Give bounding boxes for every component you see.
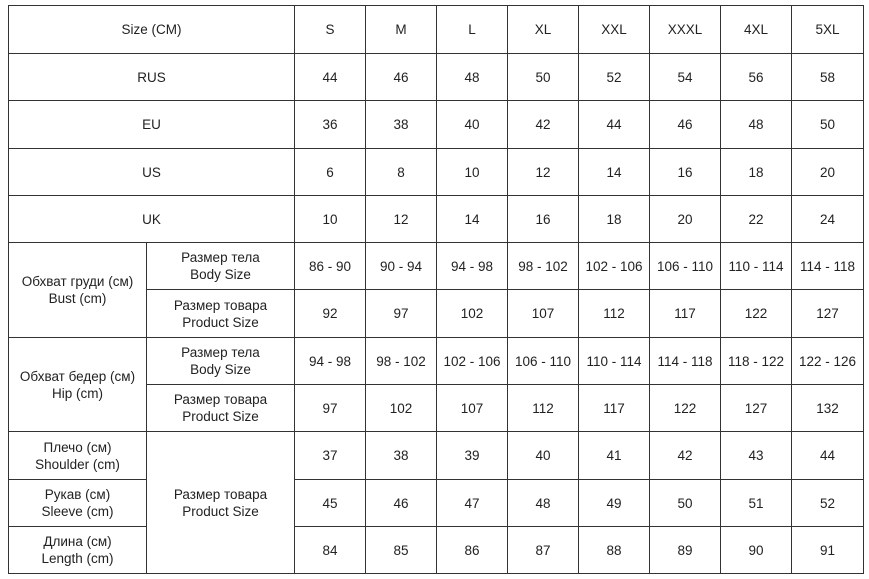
conversion-row-rus <box>9 54 864 101</box>
product-size-label <box>147 385 295 432</box>
shoulder-row <box>9 432 864 480</box>
table-cell: 102 <box>366 385 437 432</box>
product-size-label <box>147 290 295 338</box>
table-cell: 42 <box>508 101 579 149</box>
table-cell: 102 <box>437 290 508 338</box>
size-header-cell: XL <box>508 6 579 54</box>
hip-label <box>9 338 147 432</box>
table-cell: 122 <box>721 290 792 338</box>
body-size-label <box>147 243 295 290</box>
sleeve-row <box>9 480 864 527</box>
table-cell: 40 <box>437 101 508 149</box>
table-cell: 45 <box>295 480 366 527</box>
header-row <box>9 6 864 54</box>
table-cell: 16 <box>650 149 721 196</box>
length-row <box>9 527 864 574</box>
table-cell: 40 <box>508 432 579 480</box>
bust-body-row <box>9 243 864 290</box>
table-cell: 86 <box>437 527 508 574</box>
table-cell: 18 <box>721 149 792 196</box>
table-cell: 107 <box>437 385 508 432</box>
table-cell: 12 <box>366 196 437 243</box>
table-cell: 122 - 126 <box>792 338 864 385</box>
table-cell: 107 <box>508 290 579 338</box>
table-cell: 92 <box>295 290 366 338</box>
conversion-label: EU <box>9 101 295 149</box>
table-cell: 38 <box>366 101 437 149</box>
table-cell: 14 <box>579 149 650 196</box>
table-cell: 52 <box>792 480 864 527</box>
table-cell: 10 <box>295 196 366 243</box>
table-cell: 50 <box>792 101 864 149</box>
table-cell: 38 <box>366 432 437 480</box>
table-cell: 132 <box>792 385 864 432</box>
product-size-label-en: Product Size <box>182 314 259 330</box>
table-cell: 44 <box>579 101 650 149</box>
bust-label-ru: Обхват груди (см) <box>21 274 134 289</box>
conversion-row-eu <box>9 101 864 149</box>
table-cell: 88 <box>579 527 650 574</box>
table-cell: 117 <box>650 290 721 338</box>
table-cell: 18 <box>579 196 650 243</box>
size-chart-table <box>8 5 864 574</box>
shoulder-label-en: Shoulder (cm) <box>35 456 120 472</box>
size-header-cell: XXXL <box>650 6 721 54</box>
table-cell: 98 - 102 <box>366 338 437 385</box>
table-cell: 97 <box>366 290 437 338</box>
table-cell: 20 <box>792 149 864 196</box>
table-cell: 89 <box>650 527 721 574</box>
table-cell: 110 - 114 <box>721 243 792 290</box>
table-cell: 122 <box>650 385 721 432</box>
table-cell: 117 <box>579 385 650 432</box>
table-cell: 51 <box>721 480 792 527</box>
table-cell: 127 <box>792 290 864 338</box>
table-cell: 87 <box>508 527 579 574</box>
length-label <box>9 527 147 574</box>
hip-label-ru: Обхват бедер (см) <box>19 368 136 384</box>
conversion-label: US <box>9 149 295 196</box>
table-cell: 50 <box>650 480 721 527</box>
product-size-label-en: Product Size <box>182 503 259 519</box>
table-cell: 102 - 106 <box>579 243 650 290</box>
table-cell: 106 - 110 <box>650 243 721 290</box>
table-cell: 85 <box>366 527 437 574</box>
size-header-cell: S <box>295 6 366 54</box>
table-cell: 98 - 102 <box>508 243 579 290</box>
table-cell: 14 <box>437 196 508 243</box>
table-cell: 48 <box>721 101 792 149</box>
table-cell: 54 <box>650 54 721 101</box>
bust-label-en: Bust (cm) <box>48 291 107 306</box>
table-cell: 6 <box>295 149 366 196</box>
size-header-cell: XXL <box>579 6 650 54</box>
table-cell: 52 <box>579 54 650 101</box>
hip-label-en: Hip (cm) <box>52 385 103 401</box>
table-cell: 46 <box>366 480 437 527</box>
table-cell: 20 <box>650 196 721 243</box>
size-header-label: Size (CM) <box>9 6 295 54</box>
table-cell: 8 <box>366 149 437 196</box>
table-cell: 47 <box>437 480 508 527</box>
table-cell: 118 - 122 <box>721 338 792 385</box>
table-cell: 49 <box>579 480 650 527</box>
conversion-row-us <box>9 149 864 196</box>
conversion-label: RUS <box>9 54 295 101</box>
table-cell: 22 <box>721 196 792 243</box>
table-cell: 16 <box>508 196 579 243</box>
table-cell: 50 <box>508 54 579 101</box>
shoulder-label-ru: Плечо (см) <box>43 439 112 455</box>
table-cell: 102 - 106 <box>437 338 508 385</box>
body-size-label-ru: Размер тела <box>181 250 260 265</box>
body-size-label-ru: Размер тела <box>181 345 260 360</box>
size-header-cell: 5XL <box>792 6 864 54</box>
size-header-cell: M <box>366 6 437 54</box>
table-cell: 106 - 110 <box>508 338 579 385</box>
table-cell: 36 <box>295 101 366 149</box>
table-cell: 24 <box>792 196 864 243</box>
product-size-label-ru: Размер товара <box>173 392 268 407</box>
table-cell: 94 - 98 <box>295 338 366 385</box>
length-label-ru: Длина (см) <box>43 534 112 549</box>
body-size-label <box>147 338 295 385</box>
conversion-label: UK <box>9 196 295 243</box>
table-cell: 46 <box>366 54 437 101</box>
sleeve-label <box>9 480 147 527</box>
body-size-label-en: Body Size <box>190 267 251 282</box>
table-cell: 46 <box>650 101 721 149</box>
table-cell: 90 <box>721 527 792 574</box>
table-cell: 43 <box>721 432 792 480</box>
conversion-row-uk <box>9 196 864 243</box>
table-cell: 112 <box>508 385 579 432</box>
table-cell: 10 <box>437 149 508 196</box>
sleeve-label-en: Sleeve (cm) <box>41 504 114 519</box>
body-size-label-en: Body Size <box>190 362 251 377</box>
table-cell: 12 <box>508 149 579 196</box>
bust-label <box>9 243 147 338</box>
table-cell: 58 <box>792 54 864 101</box>
table-cell: 127 <box>721 385 792 432</box>
table-cell: 48 <box>508 480 579 527</box>
table-cell: 94 - 98 <box>437 243 508 290</box>
product-size-label-ru: Размер товара <box>173 297 268 313</box>
hip-body-row <box>9 338 864 385</box>
table-cell: 97 <box>295 385 366 432</box>
table-cell: 112 <box>579 290 650 338</box>
table-cell: 37 <box>295 432 366 480</box>
table-cell: 114 - 118 <box>650 338 721 385</box>
size-header-cell: L <box>437 6 508 54</box>
product-size-label-ru: Размер товара <box>173 486 268 502</box>
product-size-label <box>147 432 295 574</box>
product-size-label-en: Product Size <box>182 409 259 424</box>
table-cell: 41 <box>579 432 650 480</box>
table-cell: 86 - 90 <box>295 243 366 290</box>
table-cell: 56 <box>721 54 792 101</box>
shoulder-label <box>9 432 147 480</box>
table-cell: 44 <box>792 432 864 480</box>
sleeve-label-ru: Рукав (см) <box>44 487 111 502</box>
table-cell: 44 <box>295 54 366 101</box>
size-header-cell: 4XL <box>721 6 792 54</box>
table-cell: 48 <box>437 54 508 101</box>
table-cell: 110 - 114 <box>579 338 650 385</box>
table-cell: 90 - 94 <box>366 243 437 290</box>
length-label-en: Length (cm) <box>41 551 114 566</box>
table-cell: 91 <box>792 527 864 574</box>
table-cell: 39 <box>437 432 508 480</box>
table-cell: 84 <box>295 527 366 574</box>
table-cell: 114 - 118 <box>792 243 864 290</box>
table-cell: 42 <box>650 432 721 480</box>
